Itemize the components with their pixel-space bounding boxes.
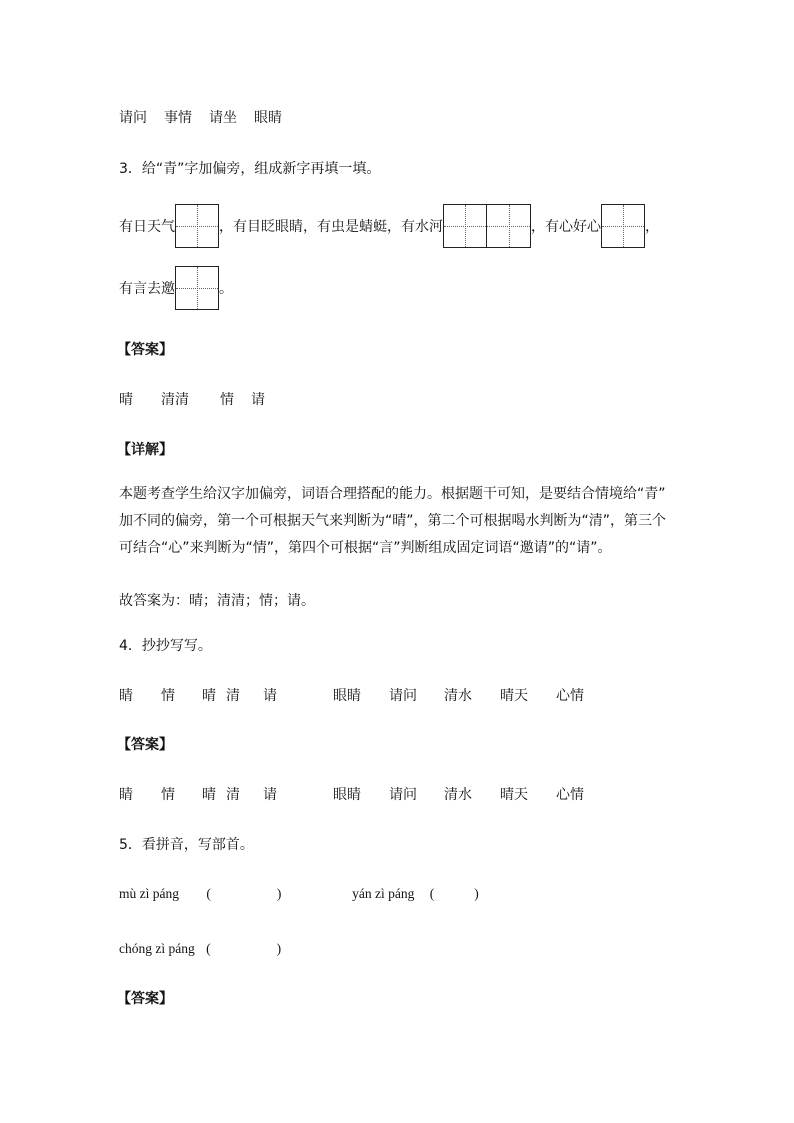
word: 睛 [119,688,133,704]
q3-detail-label: 【详解】 [117,442,173,458]
word: 眼睛 [333,787,361,803]
word: 请 [263,787,277,803]
q4-answer-label: 【答案】 [117,737,173,753]
answer-box-2[interactable] [443,204,531,248]
pinyin-label: chóng zì páng [119,941,195,956]
word: 睛 [119,787,133,803]
word: 请问 [119,110,147,126]
word: 请问 [389,787,417,803]
q3-answer-label: 【答案】 [117,342,173,358]
answer-word: 情 [220,392,234,408]
paren-close: ) [474,886,479,901]
q3-text-3: ，有心好心 [531,219,601,235]
detail-line: 本题考查学生给汉字加偏旁，词语合理搭配的能力。根据题干可知，是要结合情境给“青” [119,486,666,502]
q3-text-5: 有言去邀 [119,281,175,297]
word: 情 [161,688,175,704]
word: 眼睛 [254,110,282,126]
word: 情 [161,787,175,803]
answer-word: 请 [251,392,265,408]
word: 晴 [202,688,216,704]
q2-word-line [119,108,282,128]
q3-conclusion: 故答案为：晴；清清；情；请。 [119,593,315,609]
answer-box-1[interactable] [175,204,219,248]
q3-text-1: 有日天气 [119,219,175,235]
paren-close: ) [276,941,282,956]
pinyin-label: mù zì páng [119,886,179,901]
detail-line: 可结合“心”来判断为“情”，第四个可根据“言”判断组成固定词语“邀请”的“请”。 [119,540,612,556]
word: 心情 [556,688,584,704]
tian-grid-cell[interactable] [601,204,645,248]
answer-box-3[interactable] [601,204,645,248]
word: 晴天 [500,688,528,704]
q3-text-4: ， [645,219,659,235]
paren-open: ( [206,941,211,956]
q3-text-2: ，有目眨眼睛，有虫是蜻蜓，有水河 [219,219,443,235]
word: 清水 [444,787,472,803]
word: 事情 [164,110,192,126]
detail-line: 加不同的偏旁，第一个可根据天气来判断为“晴”，第二个可根据喝水判断为“清”，第三个 [119,513,667,529]
word: 心情 [556,787,584,803]
word: 清水 [444,688,472,704]
q4-answer-row [119,785,584,805]
q4-word-row [119,686,584,706]
q3-answers [119,390,265,410]
q3-fill-row-1 [119,204,659,248]
q3-title: 3．给“青”字加偏旁，组成新字再填一填。 [119,161,381,177]
word: 清 [226,787,240,803]
tian-grid-cell[interactable] [175,266,219,310]
word: 请问 [389,688,417,704]
tian-grid-cell[interactable] [175,204,219,248]
q5-row-2 [119,939,281,959]
q5-answer-label: 【答案】 [117,991,173,1007]
paren-open: ( [429,886,435,901]
tian-grid-cell[interactable] [443,204,487,248]
word: 晴天 [500,787,528,803]
answer-word: 晴 [119,392,133,408]
word: 清 [226,688,240,704]
q5-title: 5．看拼音，写部首。 [119,837,254,853]
tian-grid-cell[interactable] [487,204,531,248]
word: 请 [263,688,277,704]
q3-detail-paragraph [119,481,675,562]
answer-word: 清清 [161,392,189,408]
paren-close: ) [276,886,282,901]
answer-box-4[interactable] [175,266,219,310]
q3-text-6: 。 [219,281,233,297]
pinyin-label: yán zì páng [352,886,415,901]
q3-fill-row-2 [119,266,233,310]
q4-title: 4．抄抄写写。 [119,638,212,654]
word: 眼睛 [333,688,361,704]
paren-open: ( [206,886,211,901]
q5-row-1 [119,884,479,904]
word: 请坐 [209,110,237,126]
word: 晴 [202,787,216,803]
